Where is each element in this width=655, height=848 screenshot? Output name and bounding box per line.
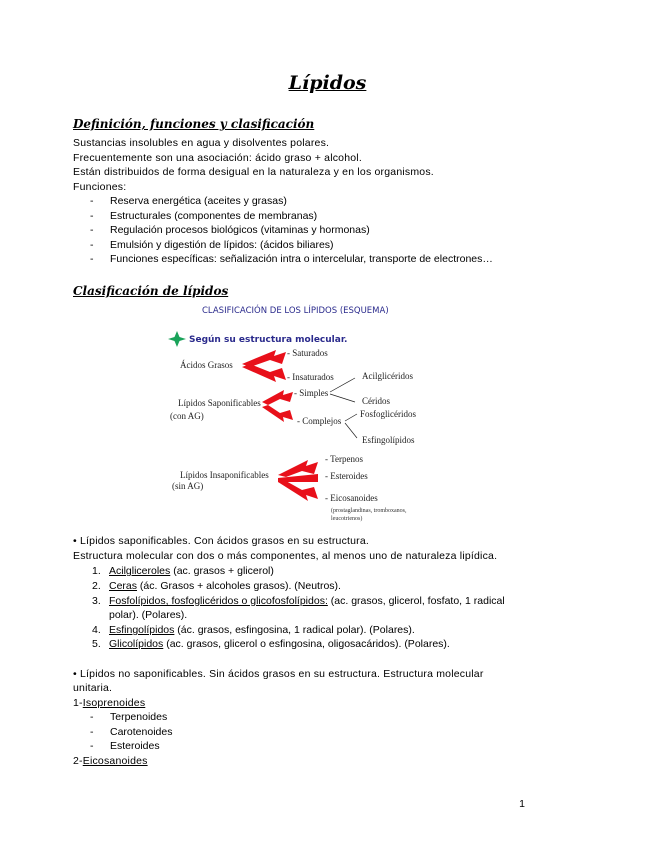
node-acilgliceridos: Acilglicéridos	[362, 371, 413, 381]
node-esfingolipidos: Esfingolípidos	[362, 435, 415, 445]
list-item: 5. Glicolípidos (ac. grasos, glicerol o esfingosina, oligosacáridos). (Polares).	[92, 638, 450, 650]
list-item: - Carotenoides	[90, 726, 173, 738]
node-terpenos: - Terpenos	[325, 454, 363, 464]
function-item: - Regulación procesos biológicos (vitaminas y hormonas)	[90, 224, 370, 236]
list-item: 4. Esfingolípidos (ác. grasos, esfingosina, 1 radical polar). (Polares).	[92, 624, 415, 636]
section-heading-definicion: Definición, funciones y clasificación	[73, 117, 315, 131]
paragraph-line: • Lípidos saponificables. Con ácidos grasos en su estructura.	[73, 535, 370, 547]
eicosanoides-note: leucotrienos)	[331, 516, 363, 522]
node-simples: - Simples	[294, 388, 329, 398]
node-ceridos: Céridos	[362, 396, 390, 406]
red-arrow-icon	[278, 460, 318, 477]
section-heading-clasificacion: Clasificación de lípidos	[73, 284, 229, 298]
paragraph-line: Estructura molecular con dos o más componentes, al menos uno de naturaleza lipídica.	[73, 550, 498, 562]
function-item: - Funciones específicas: señalización intra o intercelular, transporte de electrones…	[90, 253, 493, 265]
function-item: - Reserva energética (aceites y grasas)	[90, 195, 287, 207]
list-item: 2. Ceras (ác. Grasos + alcoholes grasos). (Neutros).	[92, 580, 341, 592]
red-arrow-icon	[262, 390, 293, 405]
star-bullet-icon	[168, 331, 186, 347]
list-item: - Esteroides	[90, 740, 160, 752]
paragraph-line: Frecuentemente son una asociación: ácido graso + alcohol.	[73, 152, 362, 164]
red-arrow-icon	[278, 481, 318, 501]
list-item-continuation: polar). (Polares).	[109, 609, 188, 621]
connector-line	[330, 378, 355, 392]
node-insaponificables-sub: (sin AG)	[172, 481, 204, 491]
node-saponificables: Lípidos Saponificables	[178, 398, 261, 408]
function-item: - Estructurales (componentes de membranas)	[90, 210, 318, 222]
red-arrow-icon	[242, 350, 286, 367]
paragraph-line: Sustancias insolubles en agua y disolventes polares.	[73, 137, 330, 149]
subheading-isoprenoides: 1-Isoprenoides	[73, 697, 146, 709]
paragraph-line: Están distribuidos de forma desigual en la naturaleza y en los organismos.	[73, 166, 434, 178]
paragraph-line: • Lípidos no saponificables. Sin ácidos grasos en su estructura. Estructura molecular	[73, 668, 484, 680]
page-title: Lípidos	[288, 72, 367, 94]
connector-line	[345, 423, 357, 438]
node-acidos-grasos: Ácidos Grasos	[180, 360, 233, 370]
list-item: 1. Acilgliceroles (ac. grasos + glicerol)	[92, 565, 274, 577]
node-complejos: - Complejos	[297, 416, 342, 426]
paragraph-line: unitaria.	[73, 682, 113, 694]
subheading-eicosanoides: 2-Eicosanoides	[73, 755, 148, 767]
connector-line	[330, 394, 355, 402]
paragraph-line: Funciones:	[73, 181, 127, 193]
node-fosfogliceridos: Fosfoglicéridos	[360, 409, 416, 419]
red-arrow-icon	[262, 405, 293, 422]
node-insaturados: - Insaturados	[287, 372, 334, 382]
list-item: - Terpenoides	[90, 711, 168, 723]
diagram-subtitle: Según su estructura molecular.	[189, 335, 348, 345]
list-item: 3. Fosfolípidos, fosfoglicéridos o glicofosfolípidos: (ac. grasos, glicerol, fosfato, 1 radical	[92, 595, 505, 607]
node-insaponificables: Lípidos Insaponificables	[180, 470, 269, 480]
red-arrow-icon	[242, 364, 286, 382]
diagram-title: CLASIFICACIÓN DE LOS LÍPIDOS (ESQUEMA)	[202, 306, 389, 316]
function-item: - Emulsión y digestión de lípidos: (ácidos biliares)	[90, 239, 334, 251]
node-eicosanoides: - Eicosanoides	[325, 493, 378, 503]
node-saponificables-sub: (con AG)	[170, 411, 204, 421]
eicosanoides-note: (prostaglandinas, tromboxanos,	[331, 508, 407, 514]
page-number: 1	[519, 798, 525, 810]
node-saturados: - Saturados	[287, 348, 328, 358]
node-esteroides: - Esteroides	[325, 471, 368, 481]
connector-line	[345, 414, 357, 421]
